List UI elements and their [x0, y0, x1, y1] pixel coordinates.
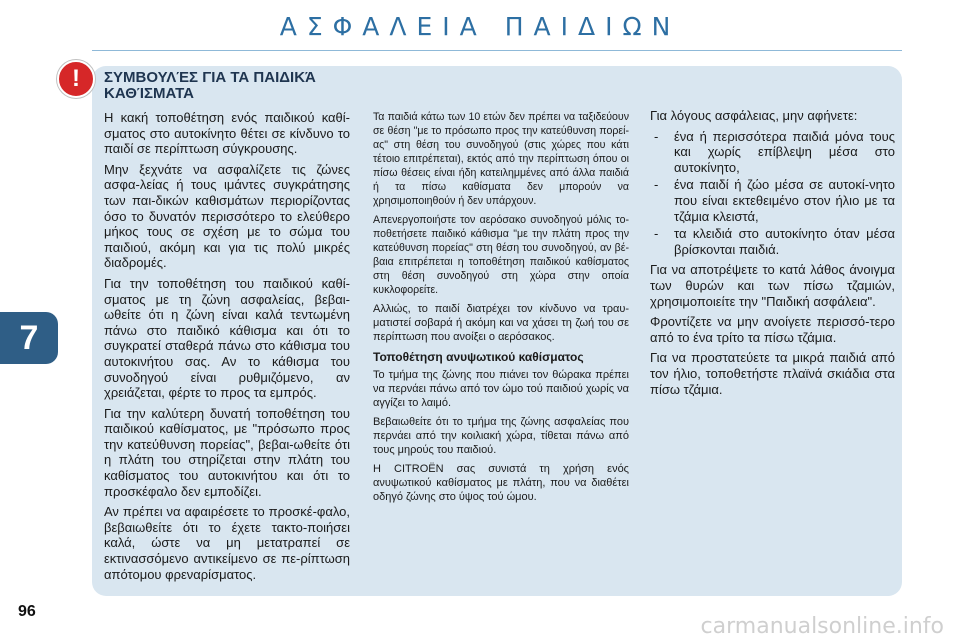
paragraph: Τα παιδιά κάτω των 10 ετών δεν πρέπει να ταξιδεύουν σε θέση "με το πρόσωπο προς την κατεύθυνση πορεί-ας" στη θέση του συνοδηγού (στις χώρες που κάτι τέτοιο επιτρέπεται), εκτός από την περίπτωση όπου οι πίσω θέσεις είναι ήδη κατειλημμένες από άλλα παιδιά ή τα πίσω καθίσματα δεν μπορούν να χρησιμοποιηθούν ή δεν υπάρχουν. — [373, 111, 629, 207]
safety-list — [650, 129, 895, 258]
list-item: - τα κλειδιά στο αυτοκίνητο όταν μέσα βρίσκονται παιδιά. — [650, 226, 895, 257]
column-3 — [650, 108, 895, 402]
paragraph: Αλλιώς, το παιδί διατρέχει τον κίνδυνο να τραυ-ματιστεί σοβαρά ή ακόμη και να χάσει τη ζωή του σε περίπτωση που ανοίξει ο αερόσακος. — [373, 303, 629, 343]
paragraph: Μην ξεχνάτε να ασφαλίζετε τις ζώνες ασφα-λείας ή τους ιμάντες συγκράτησης των παι-δικών καθισμάτων περιορίζοντας όσο το δυνατόν περισσότερο το ελεύθερο μήκος τους σε σχέση με το σώμα του παιδιού, ακόμη και για τις πολύ μικρές διαδρομές. — [104, 161, 350, 271]
paragraph: Για την τοποθέτηση του παιδικού καθί-σματος με τη ζώνη ασφαλείας, βεβαι-ωθείτε ότι η ζώνη είναι καλά τεντωμένη πάνω στο παιδικό κάθισμα και ότι το συγκρατεί σταθερά πάνω στο κάθισμα του αυτοκινήτου σας. Αν το κάθισμα του συνοδηγού είναι ρυθμιζόμενο, αν χρειάζεται, φέρτε το προς τα εμπρός. — [104, 275, 350, 401]
paragraph: Βεβαιωθείτε ότι το τμήμα της ζώνης ασφαλείας που περνάει από την κοιλιακή χώρα, τίθεται πάνω από τους μηρούς του παιδιού. — [373, 416, 629, 456]
section-heading: ΣΥΜΒΟΥΛΈΣ ΓΙΑ ΤΑ ΠΑΙΔΙΚΆ ΚΑΘΊΣΜΑΤΑ — [104, 69, 316, 102]
list-item: - ένα ή περισσότερα παιδιά μόνα τους και χωρίς επίβλεψη μέσα στο αυτοκίνητο, — [650, 129, 895, 176]
paragraph: Απενεργοποιήστε τον αερόσακο συνοδηγού μόλις το-ποθετήσετε παιδικό κάθισμα "με την πλάτη προς την κατεύθυνση πορείας" στη θέση του συνοδηγού, αν βέ-βαια επιτρέπεται η τοποθέτηση παιδικού καθίσματος στη θέση συνοδηγού στη χώρα στην οποία κυκλοφορείτε. — [373, 214, 629, 296]
list-item: - ένα παιδί ή ζώο μέσα σε αυτοκί-νητο που είναι εκτεθειμένο στον ήλιο με τα τζάμια κλειστά, — [650, 177, 895, 224]
paragraph: Για να προστατεύετε τα μικρά παιδιά από τον ήλιο, τοποθετήστε πλαϊνά σκιάδια στα πίσω τζάμια. — [650, 350, 895, 397]
booster-seat-heading: Τοποθέτηση ανυψωτικού καθίσματος — [373, 350, 584, 364]
paragraph: Η κακή τοποθέτηση ενός παιδικού καθί-σματος στο αυτοκίνητο θέτει σε κίνδυνο το παιδί σε περίπτωση σύγκρουσης. — [104, 110, 350, 157]
paragraph: Για την καλύτερη δυνατή τοποθέτηση του παιδικού καθίσματος, με "πρόσωπο προς την κατεύθυνση πορείας", βεβαι-ωθείτε ότι η πλάτη του στηρίζεται στην πλάτη του καθίσματος του αυτοκινήτου και ότι το προσκέφαλο δεν εμποδίζει. — [104, 405, 350, 499]
title-divider — [92, 50, 902, 51]
column-2 — [373, 110, 629, 509]
paragraph: Για να αποτρέψετε το κατά λάθος άνοιγμα των θυρών και των πίσω τζαμιών, χρησιμοποιείτε την "Παιδική ασφάλεια". — [650, 262, 895, 309]
watermark: carmanualsonline.info — [700, 614, 944, 639]
paragraph: Αν πρέπει να αφαιρέσετε το προσκέ-φαλο, βεβαιωθείτε ότι το έχετε τακτο-ποιήσει καλά, ώστε να μη μετατραπεί σε εκτινασσόμενο αντικείμενο σε πε-ρίπτωση απότομου φρεναρίσματος. — [104, 504, 350, 582]
paragraph: Η CITROËN σας συνιστά τη χρήση ενός ανυψωτικού καθίσματος με πλάτη, που να διαθέτει οδηγό ζώνης στο ύψος τού ώμου. — [373, 463, 629, 503]
page-title: ΑΣΦΑΛΕΙΑ ΠΑΙΔΙΩΝ — [279, 12, 681, 41]
column-1 — [104, 110, 350, 587]
chapter-tab: 7 — [0, 312, 58, 364]
paragraph: Φροντίζετε να μην ανοίγετε περισσό-τερο από το ένα τρίτο τα πίσω τζάμια. — [650, 314, 895, 345]
exclamation-icon: ! — [57, 60, 95, 98]
page-number: 96 — [18, 603, 36, 620]
paragraph: Για λόγους ασφάλειας, μην αφήνετε: — [650, 108, 858, 123]
paragraph: Το τμήμα της ζώνης που πιάνει τον θώρακα πρέπει να περνάει πάνω από τον ώμο τού παιδιού χωρίς να αγγίζει το λαιμό. — [373, 369, 629, 409]
